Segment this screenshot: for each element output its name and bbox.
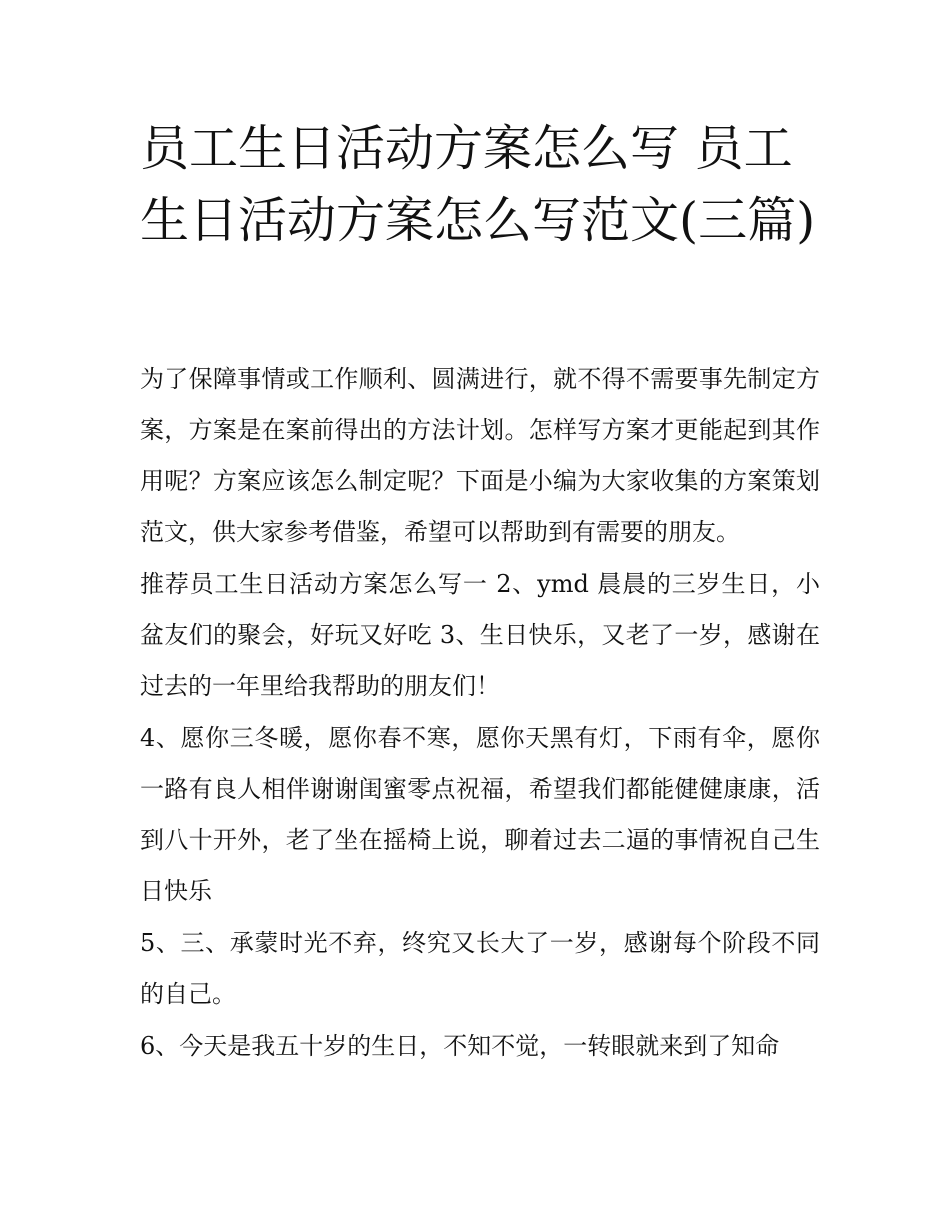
paragraph-recommend: 推荐员工生日活动方案怎么写一 2、ymd 晨晨的三岁生日，小盆友们的聚会，好玩又好吃 3、生日快乐，又老了一岁，感谢在过去的一年里给我帮助的朋友们！	[140, 570, 820, 700]
paragraph-item-4: 4、愿你三冬暖，愿你春不寒，愿你天黑有灯，下雨有伞，愿你一路有良人相伴谢谢闺蜜零点祝福，希望我们都能健健康康，活到八十开外，老了坐在摇椅上说，聊着过去二逼的事情祝自己生日快乐	[140, 724, 820, 905]
document-body	[140, 354, 820, 1073]
paragraph-item-5: 5、三、承蒙时光不弃，终究又长大了一岁，感谢每个阶段不同的自己。	[140, 929, 820, 1008]
paragraph-intro: 为了保障事情或工作顺利、圆满进行，就不得不需要事先制定方案，方案是在案前得出的方法计划。怎样写方案才更能起到其作用呢？方案应该怎么制定呢？下面是小编为大家收集的方案策划范文，供大家参考借鉴，希望可以帮助到有需要的朋友。	[140, 365, 820, 546]
document-title: 员工生日活动方案怎么写 员工生日活动方案怎么写范文(三篇)	[140, 120, 816, 249]
paragraph-item-6: 6、今天是我五十岁的生日，不知不觉，一转眼就来到了知命	[140, 1032, 780, 1060]
